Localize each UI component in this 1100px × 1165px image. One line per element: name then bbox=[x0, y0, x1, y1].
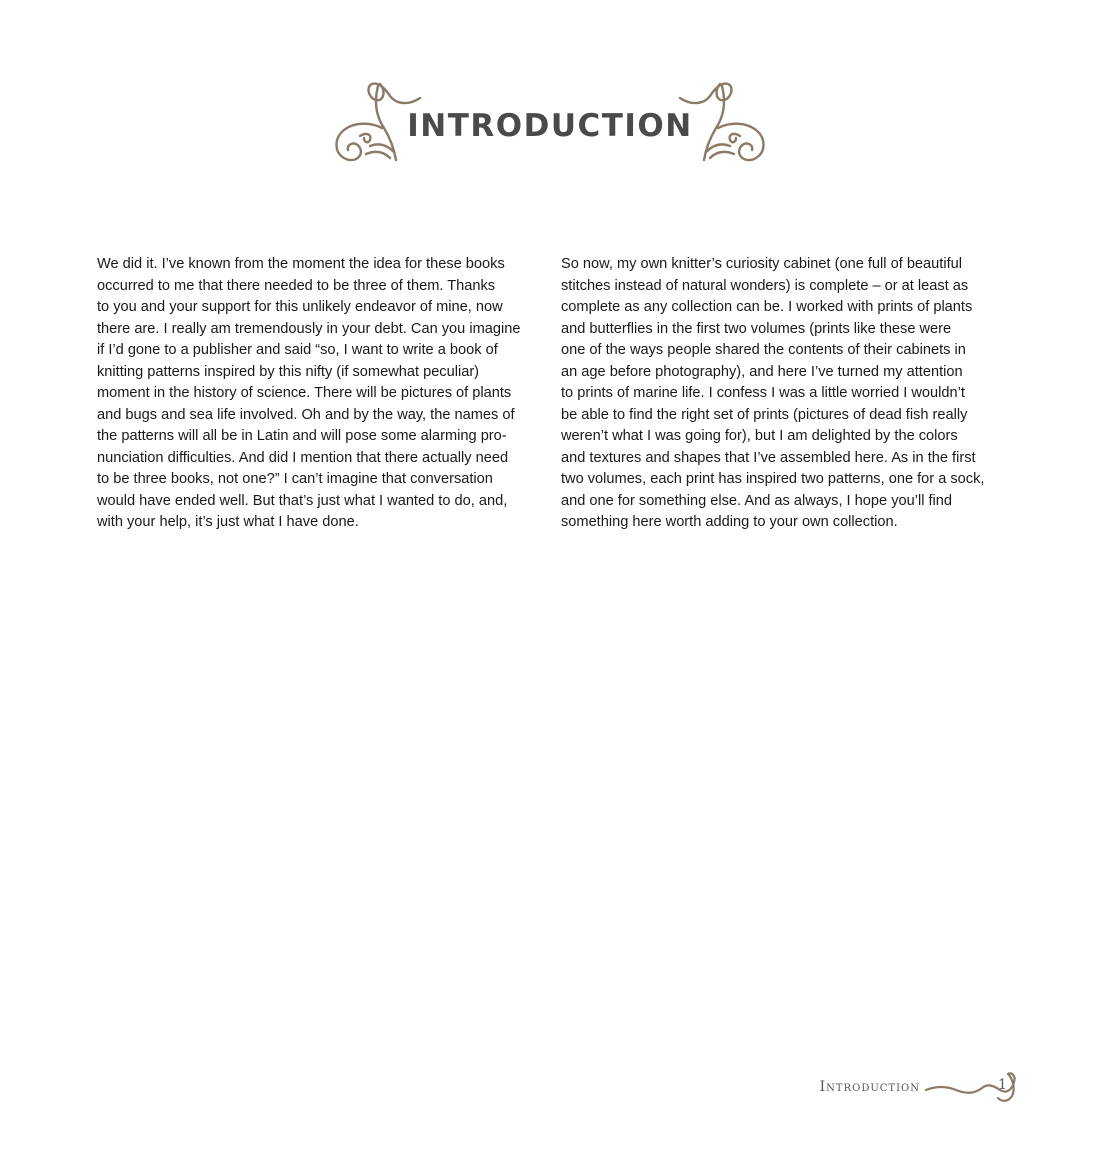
text-line: and textures and shapes that I’ve assembled here. As in the first bbox=[561, 449, 976, 466]
text-line: to be three books, not one?” I can’t imagine that conversation bbox=[97, 471, 493, 487]
text-line: two volumes, each print has inspired two patterns, one for a sock, bbox=[561, 471, 985, 487]
text-line: stitches instead of natural wonders) is complete – or at least as bbox=[561, 277, 969, 294]
text-line: and one for something else. And as always, I hope you’ll find bbox=[561, 492, 953, 509]
text-line: an age before photography), and here I’ve turned my attention bbox=[561, 363, 963, 380]
page-footer bbox=[780, 1068, 1020, 1108]
text-line: occurred to me that there needed to be three of them. Thanks bbox=[97, 277, 496, 294]
text-line: to prints of marine life. I confess I was a little worried I wouldn’t bbox=[561, 385, 965, 401]
text-line: the patterns will all be in Latin and will pose some alarming pro- bbox=[97, 428, 507, 444]
text-line: to you and your support for this unlikely endeavor of mine, now bbox=[97, 299, 503, 315]
text-line: weren’t what I was going for), but I am delighted by the colors bbox=[561, 428, 958, 444]
text-line: and butterflies in the first two volumes (prints like these were bbox=[561, 320, 952, 337]
text-line: be able to find the right set of prints (pictures of dead fish really bbox=[561, 406, 968, 423]
right-column-text bbox=[561, 254, 1005, 534]
text-line: knitting patterns inspired by this nifty (if somewhat peculiar) bbox=[97, 363, 480, 380]
text-line: with your help, it’s just what I have done. bbox=[97, 514, 359, 530]
running-head: Introduction bbox=[819, 1079, 920, 1095]
text-line: there are. I really am tremendously in your debt. Can you imagine bbox=[97, 320, 521, 337]
text-line: and bugs and sea life involved. Oh and by the way, the names of bbox=[97, 406, 515, 423]
text-line: something here worth adding to your own collection. bbox=[561, 514, 898, 530]
left-column-text bbox=[97, 254, 539, 534]
page-title: INTRODUCTION bbox=[407, 108, 693, 144]
text-line: We did it. I’ve known from the moment the idea for these books bbox=[97, 256, 505, 272]
chapter-header bbox=[330, 76, 770, 166]
text-line: moment in the history of science. There will be pictures of plants bbox=[97, 385, 512, 401]
text-line: nunciation difficulties. And did I mention that there actually need bbox=[97, 449, 509, 466]
right-flourish-icon bbox=[678, 76, 770, 166]
text-line: if I’d gone to a publisher and said “so, I want to write a book of bbox=[97, 342, 498, 358]
text-line: one of the ways people shared the contents of their cabinets in bbox=[561, 342, 966, 358]
text-line: So now, my own knitter’s curiosity cabinet (one full of beautiful bbox=[561, 256, 962, 272]
text-line: complete as any collection can be. I worked with prints of plants bbox=[561, 299, 973, 315]
text-line: would have ended well. But that’s just what I wanted to do, and, bbox=[97, 492, 508, 509]
page-number: 1 bbox=[998, 1077, 1007, 1093]
